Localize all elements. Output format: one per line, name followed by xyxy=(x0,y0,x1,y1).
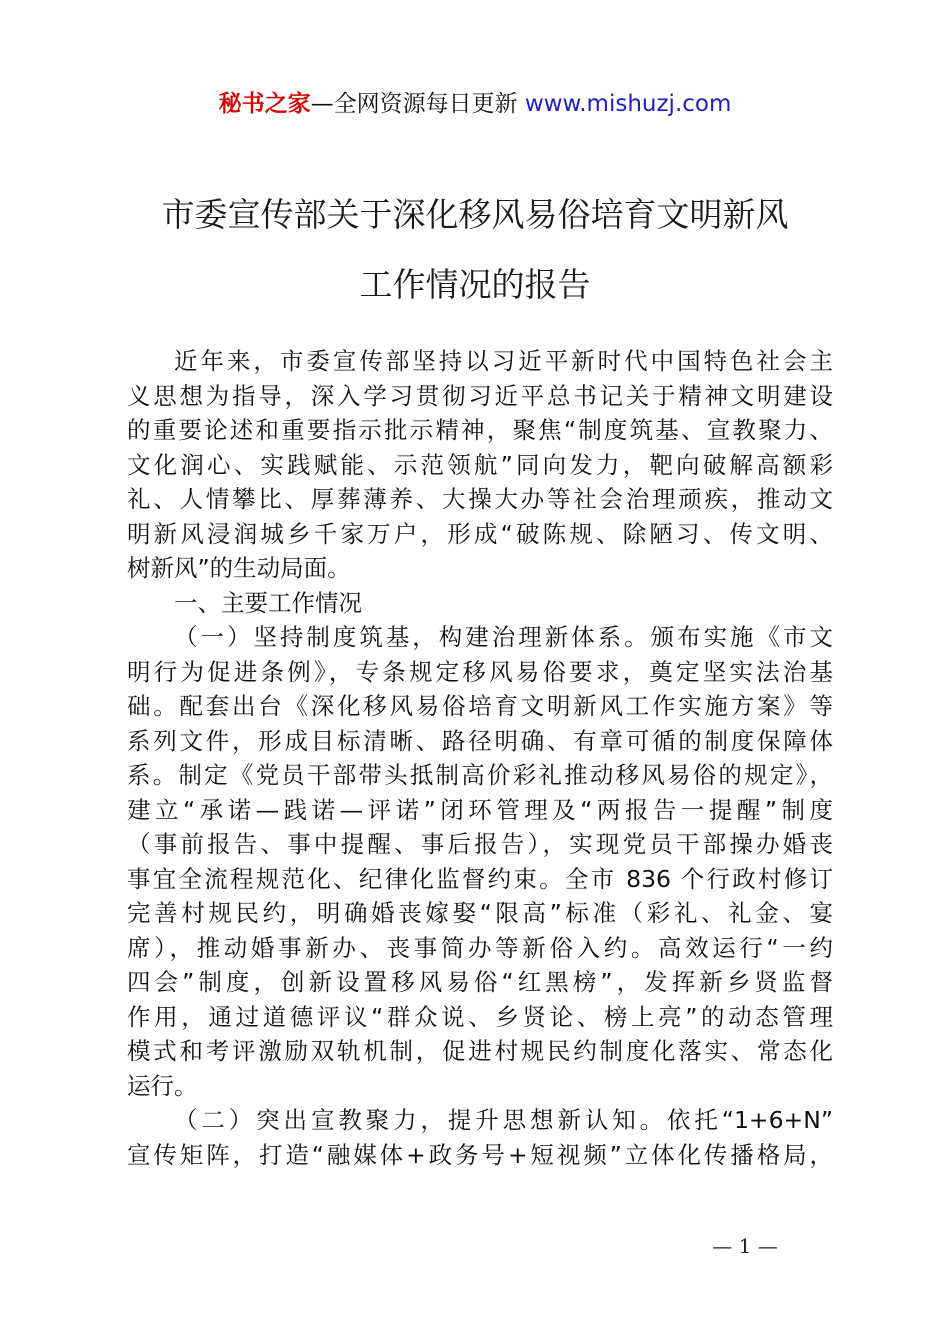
document-title-line: 市委宣传部关于深化移风易俗培育文明新风 xyxy=(161,195,789,234)
body-line: 运行。 xyxy=(127,1071,198,1100)
body-line: （二）突出宣教聚力，提升思想新认知。依托“1+6+N” xyxy=(174,1106,833,1134)
body-line: 文化润心、实践赋能、示范领航”同向发力，靶向破解高额彩 xyxy=(127,450,833,479)
site-brand: 秘书之家 xyxy=(218,91,311,117)
body-line: 系。制定《党员干部带头抵制高价彩礼推动移风易俗的规定》， xyxy=(127,761,833,789)
body-line: 模式和考评激励双轨机制，促进村规民约制度化落实、常态化 xyxy=(127,1037,833,1065)
body-line: 的重要论述和重要指示批示精神，聚焦“制度筑基、宣教聚力、 xyxy=(127,416,833,444)
body-line: 席），推动婚事新办、丧事简办等新俗入约。高效运行“一约 xyxy=(127,933,833,962)
body-line: 明行为促进条例》，专条规定移风易俗要求，奠定坚实法治基 xyxy=(127,657,833,686)
body-line: 完善村规民约，明确婚丧嫁娶“限高”标准（彩礼、礼金、宴 xyxy=(127,899,833,927)
body-line: 系列文件，形成目标清晰、路径明确、有章可循的制度保障体 xyxy=(127,726,833,755)
body-line: 近年来，市委宣传部坚持以习近平新时代中国特色社会主 xyxy=(174,347,833,375)
body-line: 树新风”的生动局面。 xyxy=(127,554,351,582)
body-line: （一）坚持制度筑基，构建治理新体系。颁布实施《市文 xyxy=(174,623,833,651)
body-line: 礼、人情攀比、厚葬薄养、大操大办等社会治理顽疾，推动文 xyxy=(127,485,833,513)
document-body xyxy=(127,344,833,1172)
body-line: 事宜全流程规范化、纪律化监督约束。全市 836 个行政村修订 xyxy=(127,864,833,893)
site-tagline: —全网资源每日更新 xyxy=(310,91,518,117)
document-title xyxy=(110,180,840,320)
body-line: 作用，通过道德评议“群众说、乡贤论、榜上亮”的动态管理 xyxy=(127,1002,833,1031)
site-url-link[interactable]: www.mishuzj.com xyxy=(524,91,732,117)
body-line: 义思想为指导，深入学习贯彻习近平总书记关于精神文明建设 xyxy=(127,381,833,410)
body-line: （事前报告、事中提醒、事后报告），实现党员干部操办婚丧 xyxy=(127,830,833,858)
body-line: 础。配套出台《深化移风易俗培育文明新风工作实施方案》等 xyxy=(127,692,833,720)
document-title-line: 工作情况的报告 xyxy=(359,265,591,304)
body-line: 建立“承诺—践诺—评诺”闭环管理及“两报告一提醒”制度 xyxy=(127,795,833,824)
body-line: 四会”制度，创新设置移风易俗“红黑榜”，发挥新乡贤监督 xyxy=(127,968,833,996)
section-heading: 一、主要工作情况 xyxy=(174,588,362,617)
body-line: 宣传矩阵，打造“融媒体+政务号+短视频”立体化传播格局， xyxy=(127,1140,833,1169)
body-line: 明新风浸润城乡千家万户，形成“破陈规、除陋习、传文明、 xyxy=(127,519,833,548)
site-header xyxy=(0,88,950,120)
page-number: — 1 — xyxy=(712,1234,778,1258)
